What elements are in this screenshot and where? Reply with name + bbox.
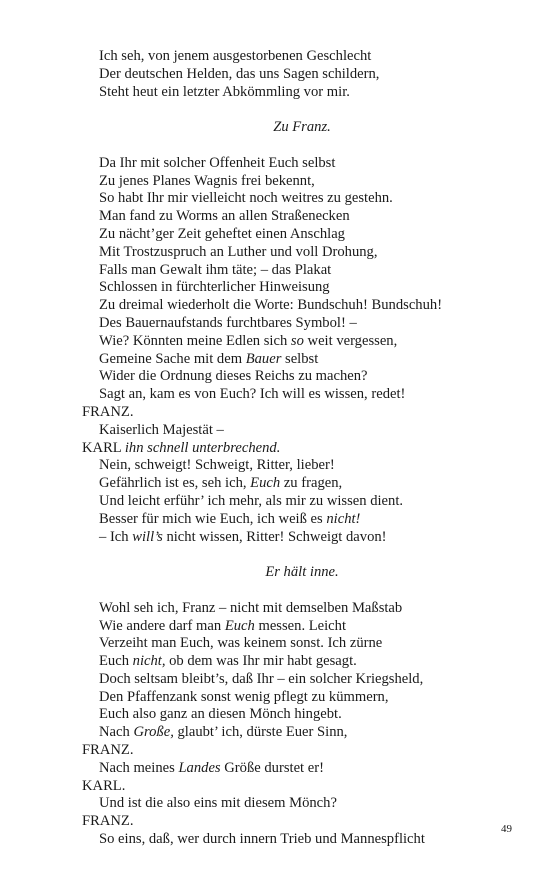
text-segment: Zu nächt’ger Zeit geheftet einen Anschlag (99, 225, 345, 242)
verse-line (82, 493, 522, 511)
verse-line (82, 795, 522, 813)
emphasis-text: Große, (133, 724, 174, 741)
text-segment: Wie? Könnten meine Edlen sich (99, 332, 291, 349)
verse-line (82, 48, 522, 66)
text-segment: Größe durstet er! (220, 759, 324, 776)
text-segment: weit vergessen, (303, 332, 398, 349)
emphasis-text: Landes (178, 759, 221, 776)
text-segment: FRANZ. (82, 403, 134, 420)
verse-line (82, 689, 522, 707)
text-segment: Zu dreimal wiederholt die Worte: Bundschuh! Bundschuh! (99, 297, 443, 314)
emphasis-text: Euch (250, 475, 281, 492)
blank-line (82, 137, 522, 155)
text-segment: Des Bauernaufstands furchtbares Symbol! – (99, 314, 357, 331)
verse-line (82, 173, 522, 191)
text-segment: Zu jenes Planes Wagnis frei bekennt, (99, 172, 315, 189)
text-segment: Falls man Gewalt ihm täte; – das Plakat (99, 261, 332, 278)
verse-line (82, 351, 522, 369)
text-segment: Sagt an, kam es von Euch? Ich will es wissen, redet! (99, 386, 406, 403)
text-segment: nicht wissen, Ritter! Schweigt davon! (162, 528, 387, 545)
verse-line (82, 475, 522, 493)
text-segment: Der deutschen Helden, das uns Sagen schildern, (99, 65, 380, 82)
verse-line (82, 653, 522, 671)
verse-line (82, 618, 522, 636)
verse-line (82, 155, 522, 173)
verse-line (82, 66, 522, 84)
verse-line (82, 190, 522, 208)
text-segment: Schlossen in fürchterlicher Hinweisung (99, 279, 330, 296)
blank-line (82, 546, 522, 564)
verse-line (82, 368, 522, 386)
verse-line (82, 600, 522, 618)
emphasis-text: will’s (132, 528, 163, 545)
text-segment: – Ich (99, 528, 133, 545)
emphasis-text: Zu Franz. (273, 119, 331, 136)
text-segment: Da Ihr mit solcher Offenheit Euch selbst (99, 154, 336, 171)
text-segment: Steht heut ein letzter Abkömmling vor mir. (99, 83, 350, 100)
text-segment: Besser für mich wie Euch, ich weiß es (99, 510, 327, 527)
verse-line (82, 760, 522, 778)
emphasis-text: ihn schnell unterbrechend. (124, 439, 281, 456)
verse-line (82, 333, 522, 351)
text-segment: Euch also ganz an diesen Mönch hingebt. (99, 706, 342, 723)
emphasis-text: nicht, (132, 653, 166, 670)
text-segment: Nach (99, 724, 134, 741)
blank-line (82, 582, 522, 600)
verse-line (82, 671, 522, 689)
text-segment: Wider die Ordnung dieses Reichs zu machen? (99, 368, 368, 385)
speaker-name (82, 778, 522, 796)
verse-line (82, 831, 522, 849)
text-segment: Doch seltsam bleibt’s, daß Ihr – ein solcher Kriegsheld, (99, 670, 424, 687)
text-segment: So habt Ihr mir vielleicht noch weitres zu gestehn. (99, 190, 393, 207)
text-segment: So eins, daß, wer durch innern Trieb und Mannespflicht (99, 831, 425, 848)
stage-direction (82, 119, 522, 137)
text-segment: ob dem was Ihr mir habt gesagt. (165, 653, 357, 670)
text-segment: glaubt’ ich, dürste Euer Sinn, (173, 724, 348, 741)
text-segment: Nach meines (99, 759, 179, 776)
verse-line (82, 635, 522, 653)
emphasis-text: so (290, 332, 304, 349)
verse-line (82, 511, 522, 529)
emphasis-text: Bauer (245, 350, 282, 367)
verse-line (82, 279, 522, 297)
text-segment: FRANZ. (82, 742, 134, 759)
verse-line (82, 297, 522, 315)
verse-line (82, 84, 522, 102)
text-segment: Den Pfaffenzank sonst wenig pflegt zu kümmern, (99, 688, 389, 705)
emphasis-text: nicht! (326, 510, 361, 527)
verse-line (82, 244, 522, 262)
text-segment: Euch (99, 653, 133, 670)
text-segment: Man fand zu Worms an allen Straßenecken (99, 208, 350, 225)
text-segment: selbst (281, 350, 319, 367)
verse-line (82, 724, 522, 742)
text-segment: Und leicht erführ’ ich mehr, als mir zu wissen dient. (99, 492, 404, 509)
text-segment: Mit Trostzuspruch an Luther und voll Drohung, (99, 243, 378, 260)
text-segment: Kaiserlich Majestät – (99, 421, 224, 438)
text-segment: Wohl seh ich, Franz – nicht mit demselben Maßstab (99, 599, 403, 616)
text-segment: Nein, schweigt! Schweigt, Ritter, lieber! (99, 457, 335, 474)
text-segment: messen. Leicht (254, 617, 347, 634)
emphasis-text: Er hält inne. (265, 564, 339, 581)
verse-line (82, 457, 522, 475)
text-segment: Wie andere darf man (99, 617, 225, 634)
stage-direction (82, 564, 522, 582)
text-segment: KARL (82, 439, 125, 456)
text-segment: Ich seh, von jenem ausgestorbenen Geschlecht (99, 48, 372, 64)
blank-line (82, 101, 522, 119)
speaker-name (82, 742, 522, 760)
verse-line (82, 422, 522, 440)
verse-line (82, 226, 522, 244)
verse-line (82, 706, 522, 724)
text-segment: FRANZ. (82, 813, 134, 830)
page-number: 49 (501, 823, 512, 835)
speaker-name (82, 404, 522, 422)
verse-line (82, 262, 522, 280)
play-text (82, 48, 522, 849)
text-segment: Gemeine Sache mit dem (99, 350, 246, 367)
speaker-name (82, 813, 522, 831)
text-segment: Und ist die also eins mit diesem Mönch? (99, 795, 337, 812)
text-segment: zu fragen, (280, 475, 343, 492)
verse-line (82, 529, 522, 547)
verse-line (82, 315, 522, 333)
text-segment: Verzeiht man Euch, was keinem sonst. Ich zürne (99, 635, 383, 652)
text-segment: KARL. (82, 777, 126, 794)
emphasis-text: Euch (224, 617, 255, 634)
text-segment: Gefährlich ist es, seh ich, (99, 475, 251, 492)
verse-line (82, 208, 522, 226)
speaker-name (82, 440, 522, 458)
verse-line (82, 386, 522, 404)
